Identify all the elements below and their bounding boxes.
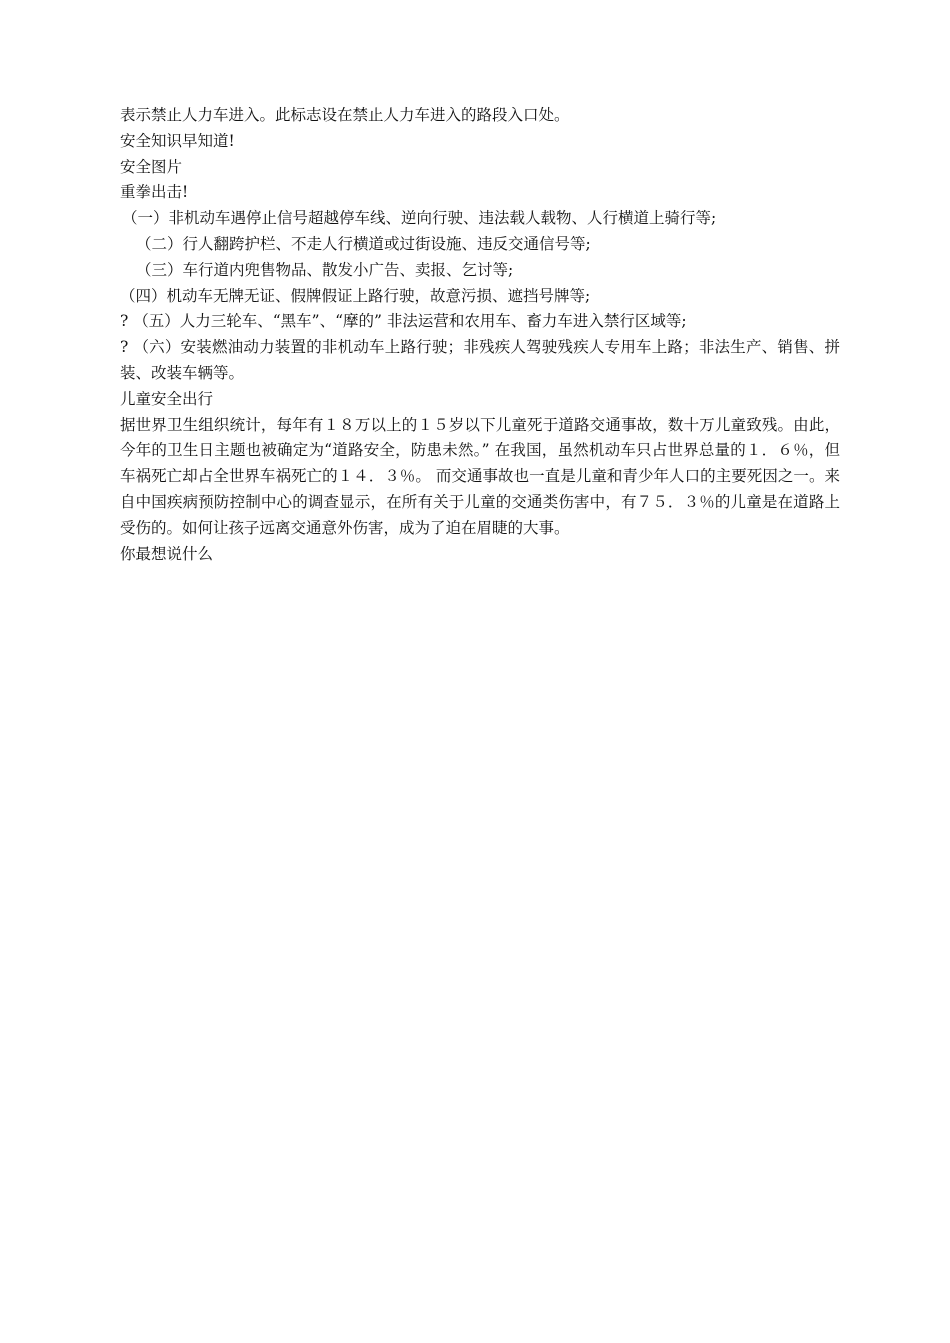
list-item: （一）非机动车遇停止信号超越停车线、逆向行驶、违法载人载物、人行横道上骑行等; <box>122 209 717 228</box>
document-body <box>120 103 840 567</box>
list-item: （四）机动车无牌无证、假牌假证上路行驶，故意污损、遮挡号牌等; <box>120 286 591 305</box>
statistics-paragraph: 据世界卫生组织统计，每年有１８万以上的１５岁以下儿童死于道路交通事故，数十万儿童致残。由此，今年的卫生日主题也被确定为“道路安全，防患未然。” 在我国，虽然机动车只占世界总量的１．６％，但车祸死亡却占全世界车祸死亡的１４．３％。 而交通事故也一直是儿童和青少年人口的主要死因之一。来自中国疾病预防控制中心的调查显示，在所有关于儿童的交通类伤害中，有７５．３％的儿童是在道路上受伤的。如何让孩子远离交通意外伤害，成为了迫在眉睫的大事。 <box>120 415 840 537</box>
list-item: ? （五）人力三轮车、“黑车”、“摩的” 非法运营和农用车、畜力车进入禁行区域等; <box>120 312 687 331</box>
list-item: ? （六）安装燃油动力装置的非机动车上路行驶；非残疾人驾驶残疾人专用车上路；非法生产、销售、拼装、改装车辆等。 <box>120 338 840 382</box>
list-item: （二）行人翻跨护栏、不走人行横道或过街设施、违反交通信号等; <box>136 234 591 253</box>
safety-knowledge-heading: 安全知识早知道! <box>120 131 235 150</box>
crackdown-heading: 重拳出击! <box>120 183 189 202</box>
list-item: （三）车行道内兜售物品、散发小广告、卖报、乞讨等; <box>136 260 514 279</box>
section-title: 儿童安全出行 <box>120 389 214 408</box>
closing-line: 你最想说什么 <box>120 544 214 563</box>
safety-images-heading: 安全图片 <box>120 157 183 176</box>
sign-description: 表示禁止人力车进入。此标志设在禁止人力车进入的路段入口处。 <box>120 106 570 124</box>
